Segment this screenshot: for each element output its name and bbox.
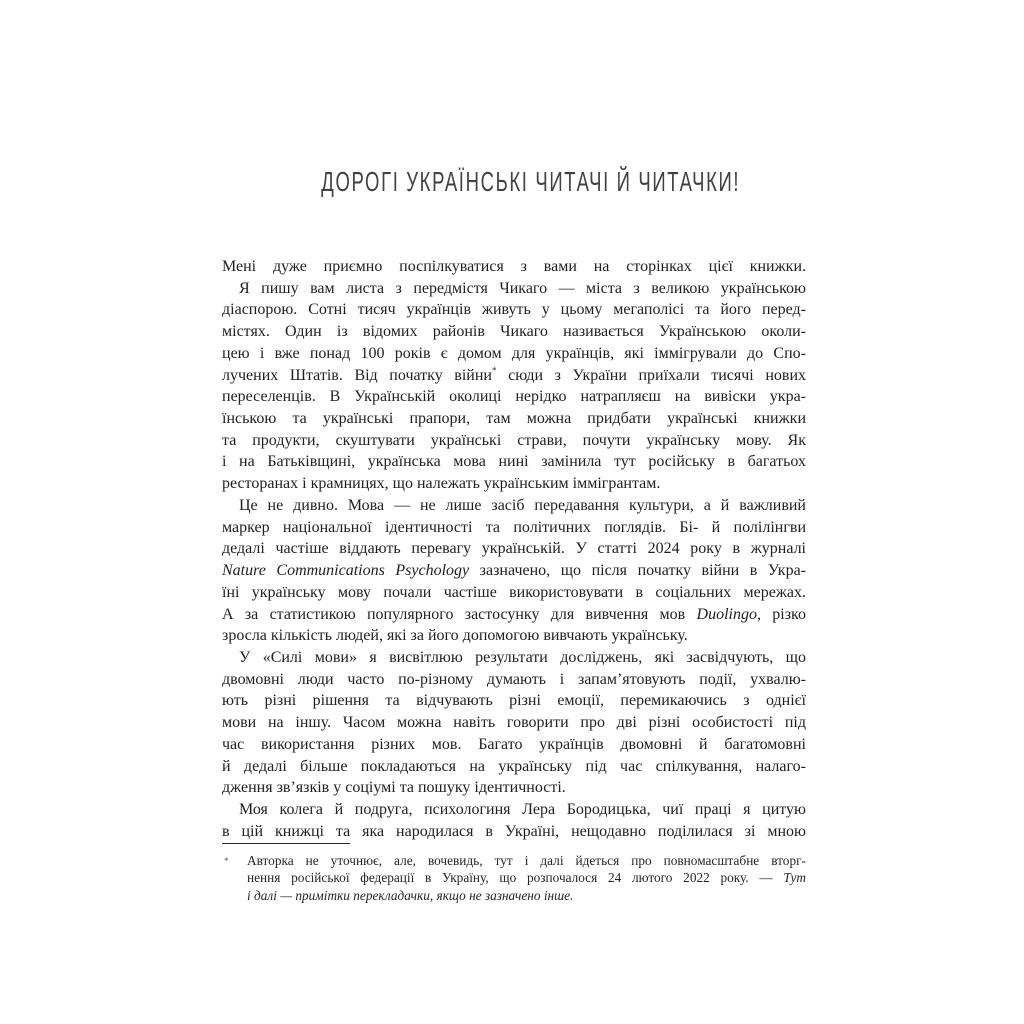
- text-line: нення російської федерації в Україну, що розпочалося 24 лютого 2022 року. — Тут: [247, 870, 806, 886]
- text-line: Nature Communications Psychology зазначено, що після початку війни в Укра-: [222, 562, 806, 580]
- text-line: лучених Штатів. Від початку війни* сюди з України приїхали тисячі нових: [222, 365, 806, 384]
- text-line: У «Силі мови» я висвітлюю результати досліджень, які засвідчують, що: [239, 648, 806, 666]
- text-line: двомовні люди часто по-різному думають і запам’ятовують події, ухвалю-: [222, 670, 806, 688]
- footnote: [222, 852, 806, 904]
- text-line: маркер національної ідентичності та політичних поглядів. Бі- й полілінгви: [222, 518, 806, 536]
- chapter-title: ДОРОГІ УКРАЇНСЬКІ ЧИТАЧІ Й ЧИТАЧКИ!: [321, 166, 741, 197]
- text-line: дедалі частіше віддають перевагу українській. У статті 2024 року в журналі: [222, 540, 806, 558]
- text-line: й дедалі більше покладаються на українську під час спілкування, налаго-: [222, 757, 806, 775]
- text-line: їнською та українські прапори, там можна придбати українські книжки: [222, 410, 806, 428]
- text-line: діаспорою. Сотні тисяч українців живуть у цьому мегаполісі та його перед-: [222, 301, 806, 319]
- paragraph: [222, 495, 806, 647]
- text-line: і далі — примітки перекладачки, якщо не зазначено інше.: [247, 887, 574, 903]
- text-line: цею і вже понад 100 років є домом для українців, які іммігрували до Спо-: [222, 344, 806, 362]
- body-text: [222, 256, 806, 842]
- text-line: та продукти, скуштувати українські страви, почути українську мову. Як: [222, 431, 806, 449]
- text-line: Авторка не уточнює, але, вочевидь, тут і далі йдеться про повномасштабне вторг-: [247, 853, 806, 868]
- paragraph: [222, 799, 806, 842]
- text-line: і на Батьківщині, українська мова нині замінила тут російську в багатьох: [222, 453, 806, 471]
- text-line: містях. Один із відомих районів Чикаго називається Українською околи-: [222, 323, 806, 341]
- text-line: ють різні рішення та відчувають різні емоції, перемикаючись з однієї: [222, 692, 806, 710]
- text-line: Моя колега й подруга, психологиня Лера Бородицька, чиї праці я цитую: [239, 800, 806, 818]
- footnote-marker: *: [224, 856, 229, 866]
- text-line: зросла кількість людей, які за його допомогою вивчають українську.: [222, 627, 688, 645]
- footnote-rule: [222, 843, 350, 844]
- text-line: переселенців. В Українській околиці нерідко натрапляєш на вивіски укра-: [222, 388, 806, 406]
- text-line: А за статистикою популярного застосунку для вивчення мов Duolingo, різко: [222, 605, 806, 623]
- text-line: мови на іншу. Часом можна навіть говорити про дві різні особистості під: [222, 714, 806, 732]
- text-line: Мені дуже приємно поспілкуватися з вами на сторінках цієї книжки.: [222, 258, 806, 275]
- paragraph: [222, 256, 806, 278]
- text-line: ресторанах і крамницях, що належать українським іммігрантам.: [222, 475, 661, 493]
- paragraph: [222, 278, 806, 495]
- text-line: в цій книжці та яка народилася в Україні, нещодавно поділилася зі мною: [222, 822, 806, 840]
- footnote-text: [247, 852, 806, 904]
- paragraph: [222, 647, 806, 799]
- text-line: дження зв’язків у соціумі та пошуку ідентичності.: [222, 779, 566, 797]
- text-line: їні українську мову почали частіше використовувати в соціальних мережах.: [222, 583, 806, 601]
- text-line: Я пишу вам листа з передмістя Чикаго — міста з великою українською: [239, 279, 806, 297]
- text-line: час використання різних мов. Багато українців двомовні й багатомовні: [222, 735, 806, 753]
- text-line: Це не дивно. Мова — не лише засіб передавання культури, а й важливий: [239, 496, 806, 514]
